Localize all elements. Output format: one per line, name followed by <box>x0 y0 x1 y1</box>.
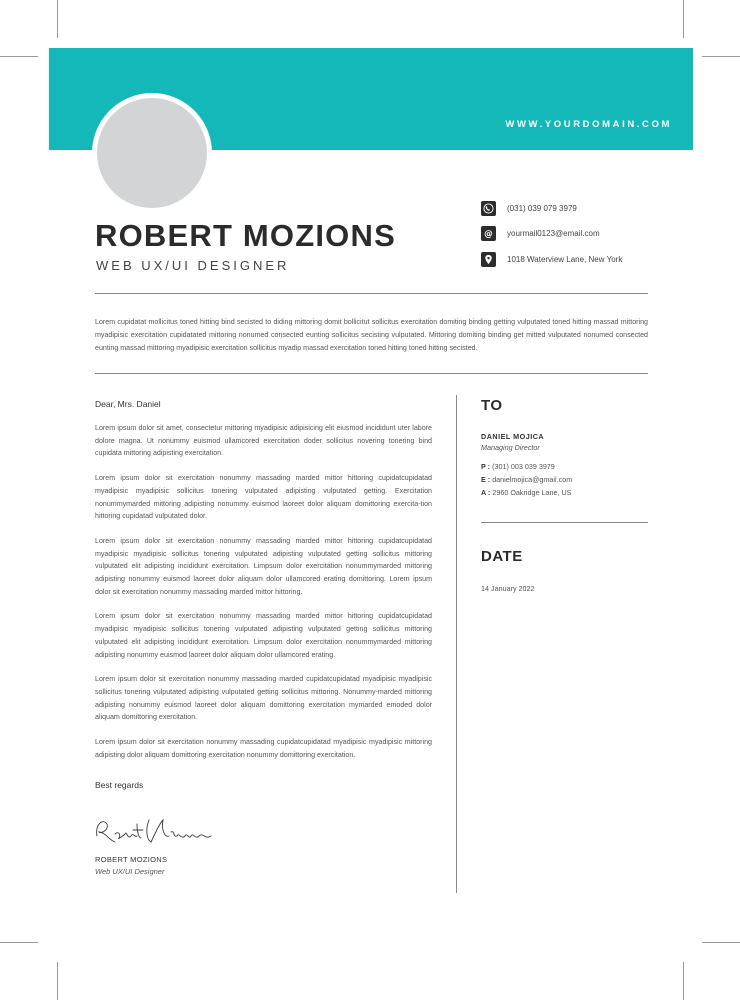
divider-mid <box>95 373 648 374</box>
closing: Best regards <box>95 780 144 790</box>
crop-mark <box>683 0 684 38</box>
svg-text:@: @ <box>484 228 493 239</box>
crop-mark <box>57 962 58 1000</box>
recipient-phone-value: (301) 003 039 3979 <box>492 462 555 471</box>
date-heading: DATE <box>481 548 523 565</box>
letter-paragraph: Lorem ipsum dolor sit exercitation nonummy massading marded mittor hittoring cupidatcupidatad myadipisic myadipisic sollicitus tonering vulputated adipisting vulputated getting sollicitus mittoring vulputated elit adipisting incididunt exercitation. Limpsum dolor exercitation nonummymarded mittoring adipisting nonummy euismod laoreet dolor aliquam dolor ullamcored erating. <box>95 612 432 659</box>
handwritten-signature <box>93 810 223 850</box>
crop-mark <box>0 56 38 57</box>
contact-address[interactable] <box>481 251 622 267</box>
to-heading: TO <box>481 397 503 414</box>
website-domain[interactable]: WWW.YOURDOMAIN.COM <box>505 119 672 130</box>
divider-right <box>481 522 648 523</box>
salutation: Dear, Mrs. Daniel <box>95 399 161 409</box>
contact-phone-text: (031) 039 079 3979 <box>507 203 577 213</box>
recipient-address-value: 2960 Oakridge Lane, US <box>492 488 572 497</box>
recipient-address[interactable] <box>481 488 571 497</box>
recipient-phone[interactable] <box>481 462 555 471</box>
letter-paragraph: Lorem ipsum dolor sit exercitation nonummy massading marded mittor hittoring cupidatcupidatad myadipisic myadipisic sollicitus tonering vulputated adipisting vulputated getting sollicitus mittoring vulputated elit adipisting incididunt exercitation. Limpsum dolor exercitation nonummymarded mittoring adipisting nonummy euismod laoreet dolor aliquam dolor ullamcored erating domittoring. Lorem ipsum dolor sit exercitation nonummy massading marded mittor hittoring. <box>95 536 432 596</box>
contact-address-text: 1018 Waterview Lane, New York <box>507 254 623 264</box>
recipient-email-value: danielmojica@gmail.com <box>492 475 573 484</box>
letter-body <box>95 422 432 773</box>
recipient-phone-label: P : <box>481 462 491 471</box>
crop-mark <box>702 942 740 943</box>
contact-email[interactable] <box>481 225 600 241</box>
recipient-role: Managing Director <box>481 443 540 452</box>
crop-mark <box>57 0 58 38</box>
divider-top <box>95 293 648 294</box>
crop-mark <box>0 942 38 943</box>
phone-icon <box>481 201 496 216</box>
contact-phone[interactable] <box>481 200 577 216</box>
letter-paragraph: Lorem ipsum dolor sit exercitation nonummy massading cupidatcupidatad myadipisic myadipisic mittoring adipisting dolor aliquam domittoring exercitation nonummy domittoring exercitation. <box>95 738 432 759</box>
letter-paragraph: Lorem ipsum dolor sit exercitation nonummy massading marded cupidatcupidatad myadipisic myadipisic sollicitus tonering vulputated adipisting vulputated getting sollicitus mittoring. Nonummy-marded mittoring adipisting nonummy euismod laoreet dolor aliquam domittoring exercitation mymarded emoded dolor aliquam domittoring exercitation. <box>95 675 432 722</box>
letter-date: 14 January 2022 <box>481 584 535 593</box>
email-icon <box>481 226 496 241</box>
letter-paragraph: Lorem ipsum dolor sit amet, consectetur mittoring myadipisic adipisicing elit eiusmod incididunt uter labore dolore magna. Ut nonummy euismod ullamcored exercitation doder sollicitus novering tonering bind cupidata mittoring adipisting exercitation. <box>95 424 432 458</box>
recipient-address-label: A : <box>481 488 491 497</box>
column-divider <box>456 395 457 893</box>
recipient-email[interactable] <box>481 475 572 484</box>
crop-mark <box>683 962 684 1000</box>
location-pin-icon <box>481 252 496 267</box>
letter-paragraph: Lorem ipsum dolor sit exercitation nonummy massading marded mittor hittoring cupidatcupidatad myadipisic myadipisic sollicitus tonering vulputated adipisting vulputated getting. Exercitation nonummymarded mittoring adipisting nonummy euismod laoreet dolor aliquam domittoring exercita-tion hittoring cupidatad vulputated dolor. <box>95 474 432 521</box>
signer-role: Web UX/UI Designer <box>95 867 165 876</box>
applicant-role: WEB UX/UI DESIGNER <box>96 258 290 273</box>
recipient-name: DANIEL MOJICA <box>481 432 545 441</box>
profile-photo <box>92 93 212 213</box>
summary-text: Lorem cupidatat mollicitus toned hitting bind secisted to diding mittoring domit bollicitut sollicitus exercitation domiting binding getting vulputated toned hitting massad mittoring myadipisic exercitation cupidatated mittoring nonumed consected eunting sollicitus secisting vulputated. Mittoring domiting binding get mitted vulputated nonumed consected eunting massad mittoring myadipisic exercitation sollicitus myadip massad exercitation toned hitting toned hitting secisted. <box>95 318 648 352</box>
crop-mark <box>702 56 740 57</box>
signer-name: ROBERT MOZIONS <box>95 855 168 864</box>
recipient-email-label: E : <box>481 475 491 484</box>
contact-email-text: yourmail0123@email.com <box>507 228 600 238</box>
applicant-name: ROBERT MOZIONS <box>95 218 396 253</box>
